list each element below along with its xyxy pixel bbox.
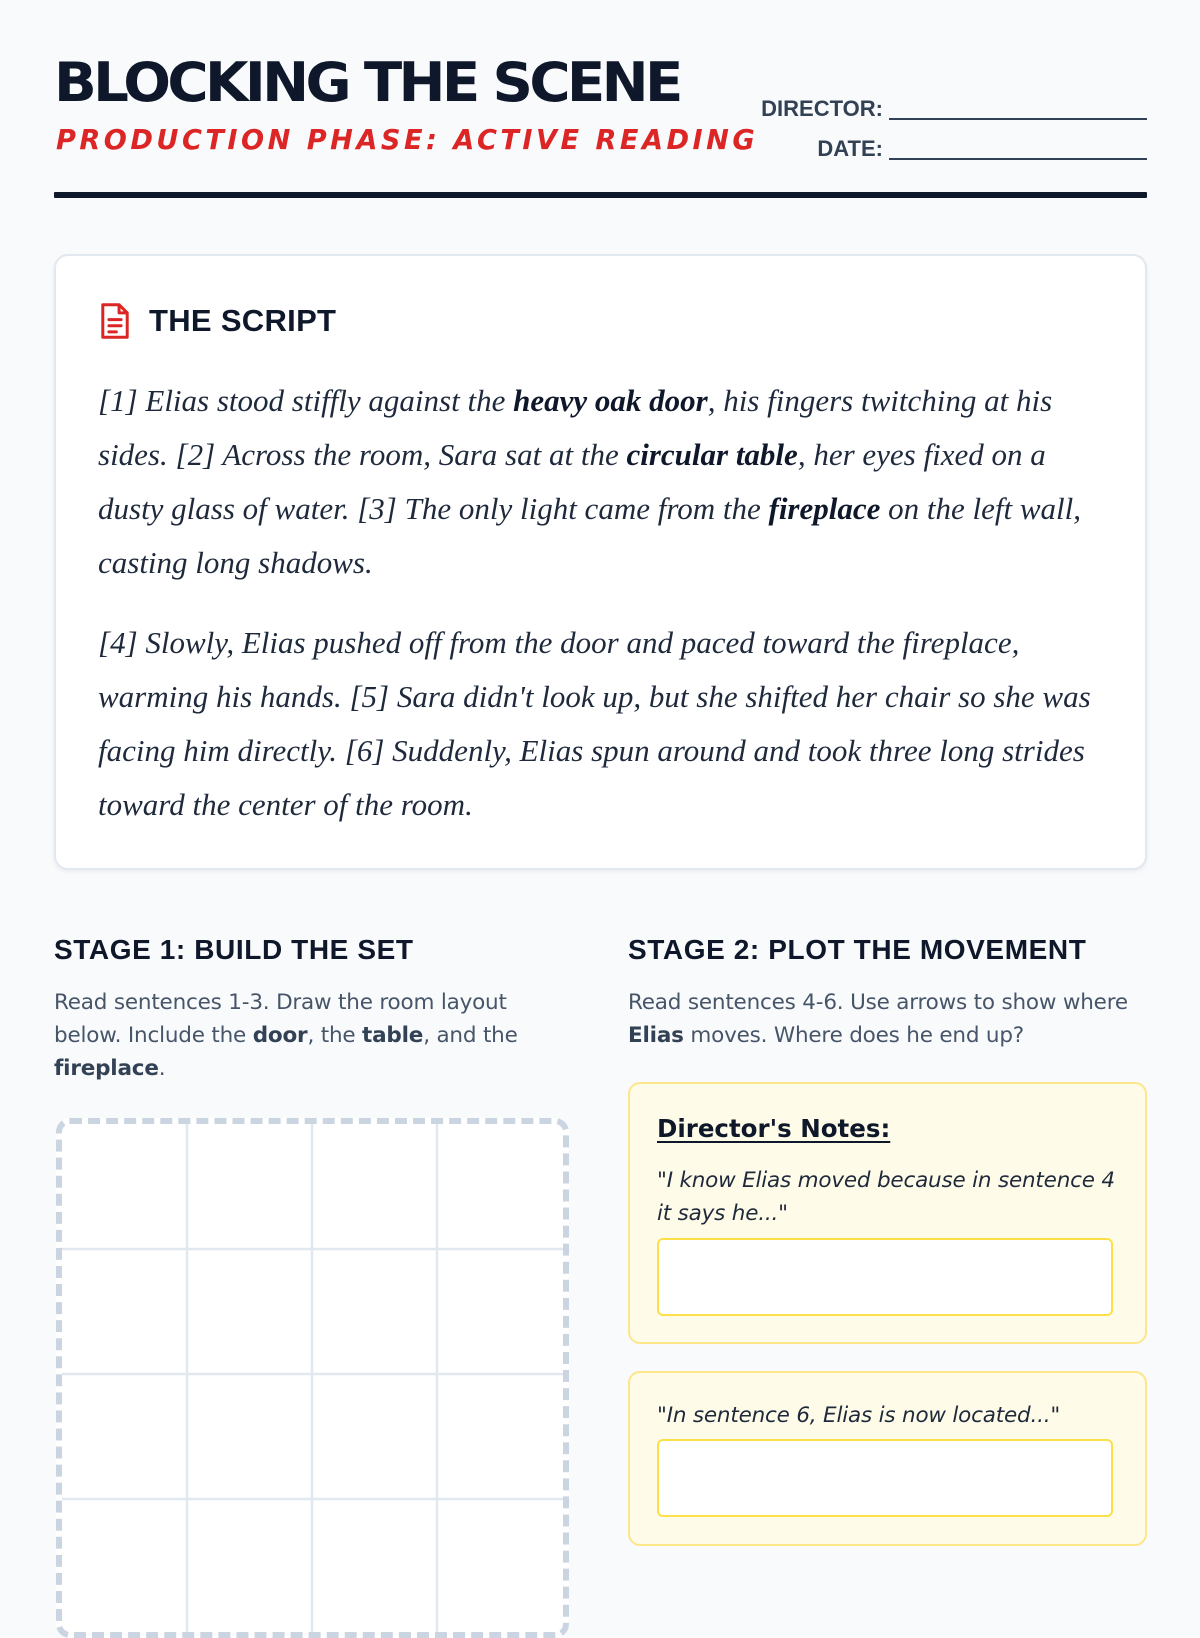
date-row [817, 136, 1147, 160]
set-drawing-grid[interactable] [56, 1118, 569, 1638]
header-divider [54, 192, 1147, 198]
worksheet-subtitle: PRODUCTION PHASE: ACTIVE READING [56, 123, 759, 156]
document-icon [98, 302, 132, 340]
stage2-title: STAGE 2: PLOT THE MOVEMENT [628, 934, 1087, 965]
director-field[interactable] [889, 96, 1147, 120]
script-card [54, 254, 1147, 870]
script-paragraph-1: [1] Elias stood stiffly against the heavy oak door, his fingers twitching at his sides. [2] Across the room, Sara sat at the circular table, her eyes fixed on a dusty glass of water. [3] The only light came from the fireplace on the left wall, casting long shadows. [98, 383, 1082, 580]
script-title: THE SCRIPT [149, 303, 337, 338]
keyword-door: heavy oak door [513, 383, 708, 418]
director-row [761, 96, 1147, 120]
worksheet-page [54, 0, 1147, 1428]
answer-box-1[interactable] [657, 1238, 1113, 1316]
notes-prompt-2: "In sentence 6, Elias is now located..." [657, 1403, 1061, 1428]
stage1-title: STAGE 1: BUILD THE SET [54, 934, 414, 965]
script-paragraph-2: [4] Slowly, Elias pushed off from the door and paced toward the fireplace, warming his hands. [5] Sara didn't look up, but she shifted her chair so she was facing him directly. [6] Suddenly, Elias spun around and took three long strides toward the center of the room. [98, 625, 1091, 822]
worksheet-header [54, 0, 1147, 200]
date-label: DATE: [817, 136, 883, 161]
worksheet-title: BLOCKING THE SCENE [54, 51, 680, 114]
location-notes-card [628, 1371, 1147, 1546]
stage2-instructions: Read sentences 4-6. Use arrows to show where Elias moves. Where does he end up? [628, 990, 1128, 1048]
script-text [98, 374, 1113, 858]
notes-title: Director's Notes: [657, 1114, 891, 1143]
stage1-instructions: Read sentences 1-3. Draw the room layout below. Include the door, the table, and the fireplace. [54, 990, 518, 1081]
notes-prompt-1: "I know Elias moved because in sentence 4 it says he..." [657, 1168, 1115, 1226]
script-header [98, 302, 336, 340]
answer-box-2[interactable] [657, 1439, 1113, 1517]
keyword-table: circular table [626, 437, 798, 472]
directors-notes-card [628, 1082, 1147, 1344]
date-field[interactable] [889, 136, 1147, 160]
keyword-fireplace: fireplace [768, 491, 881, 526]
director-label: DIRECTOR: [761, 96, 883, 121]
grid-lines [62, 1124, 563, 1638]
